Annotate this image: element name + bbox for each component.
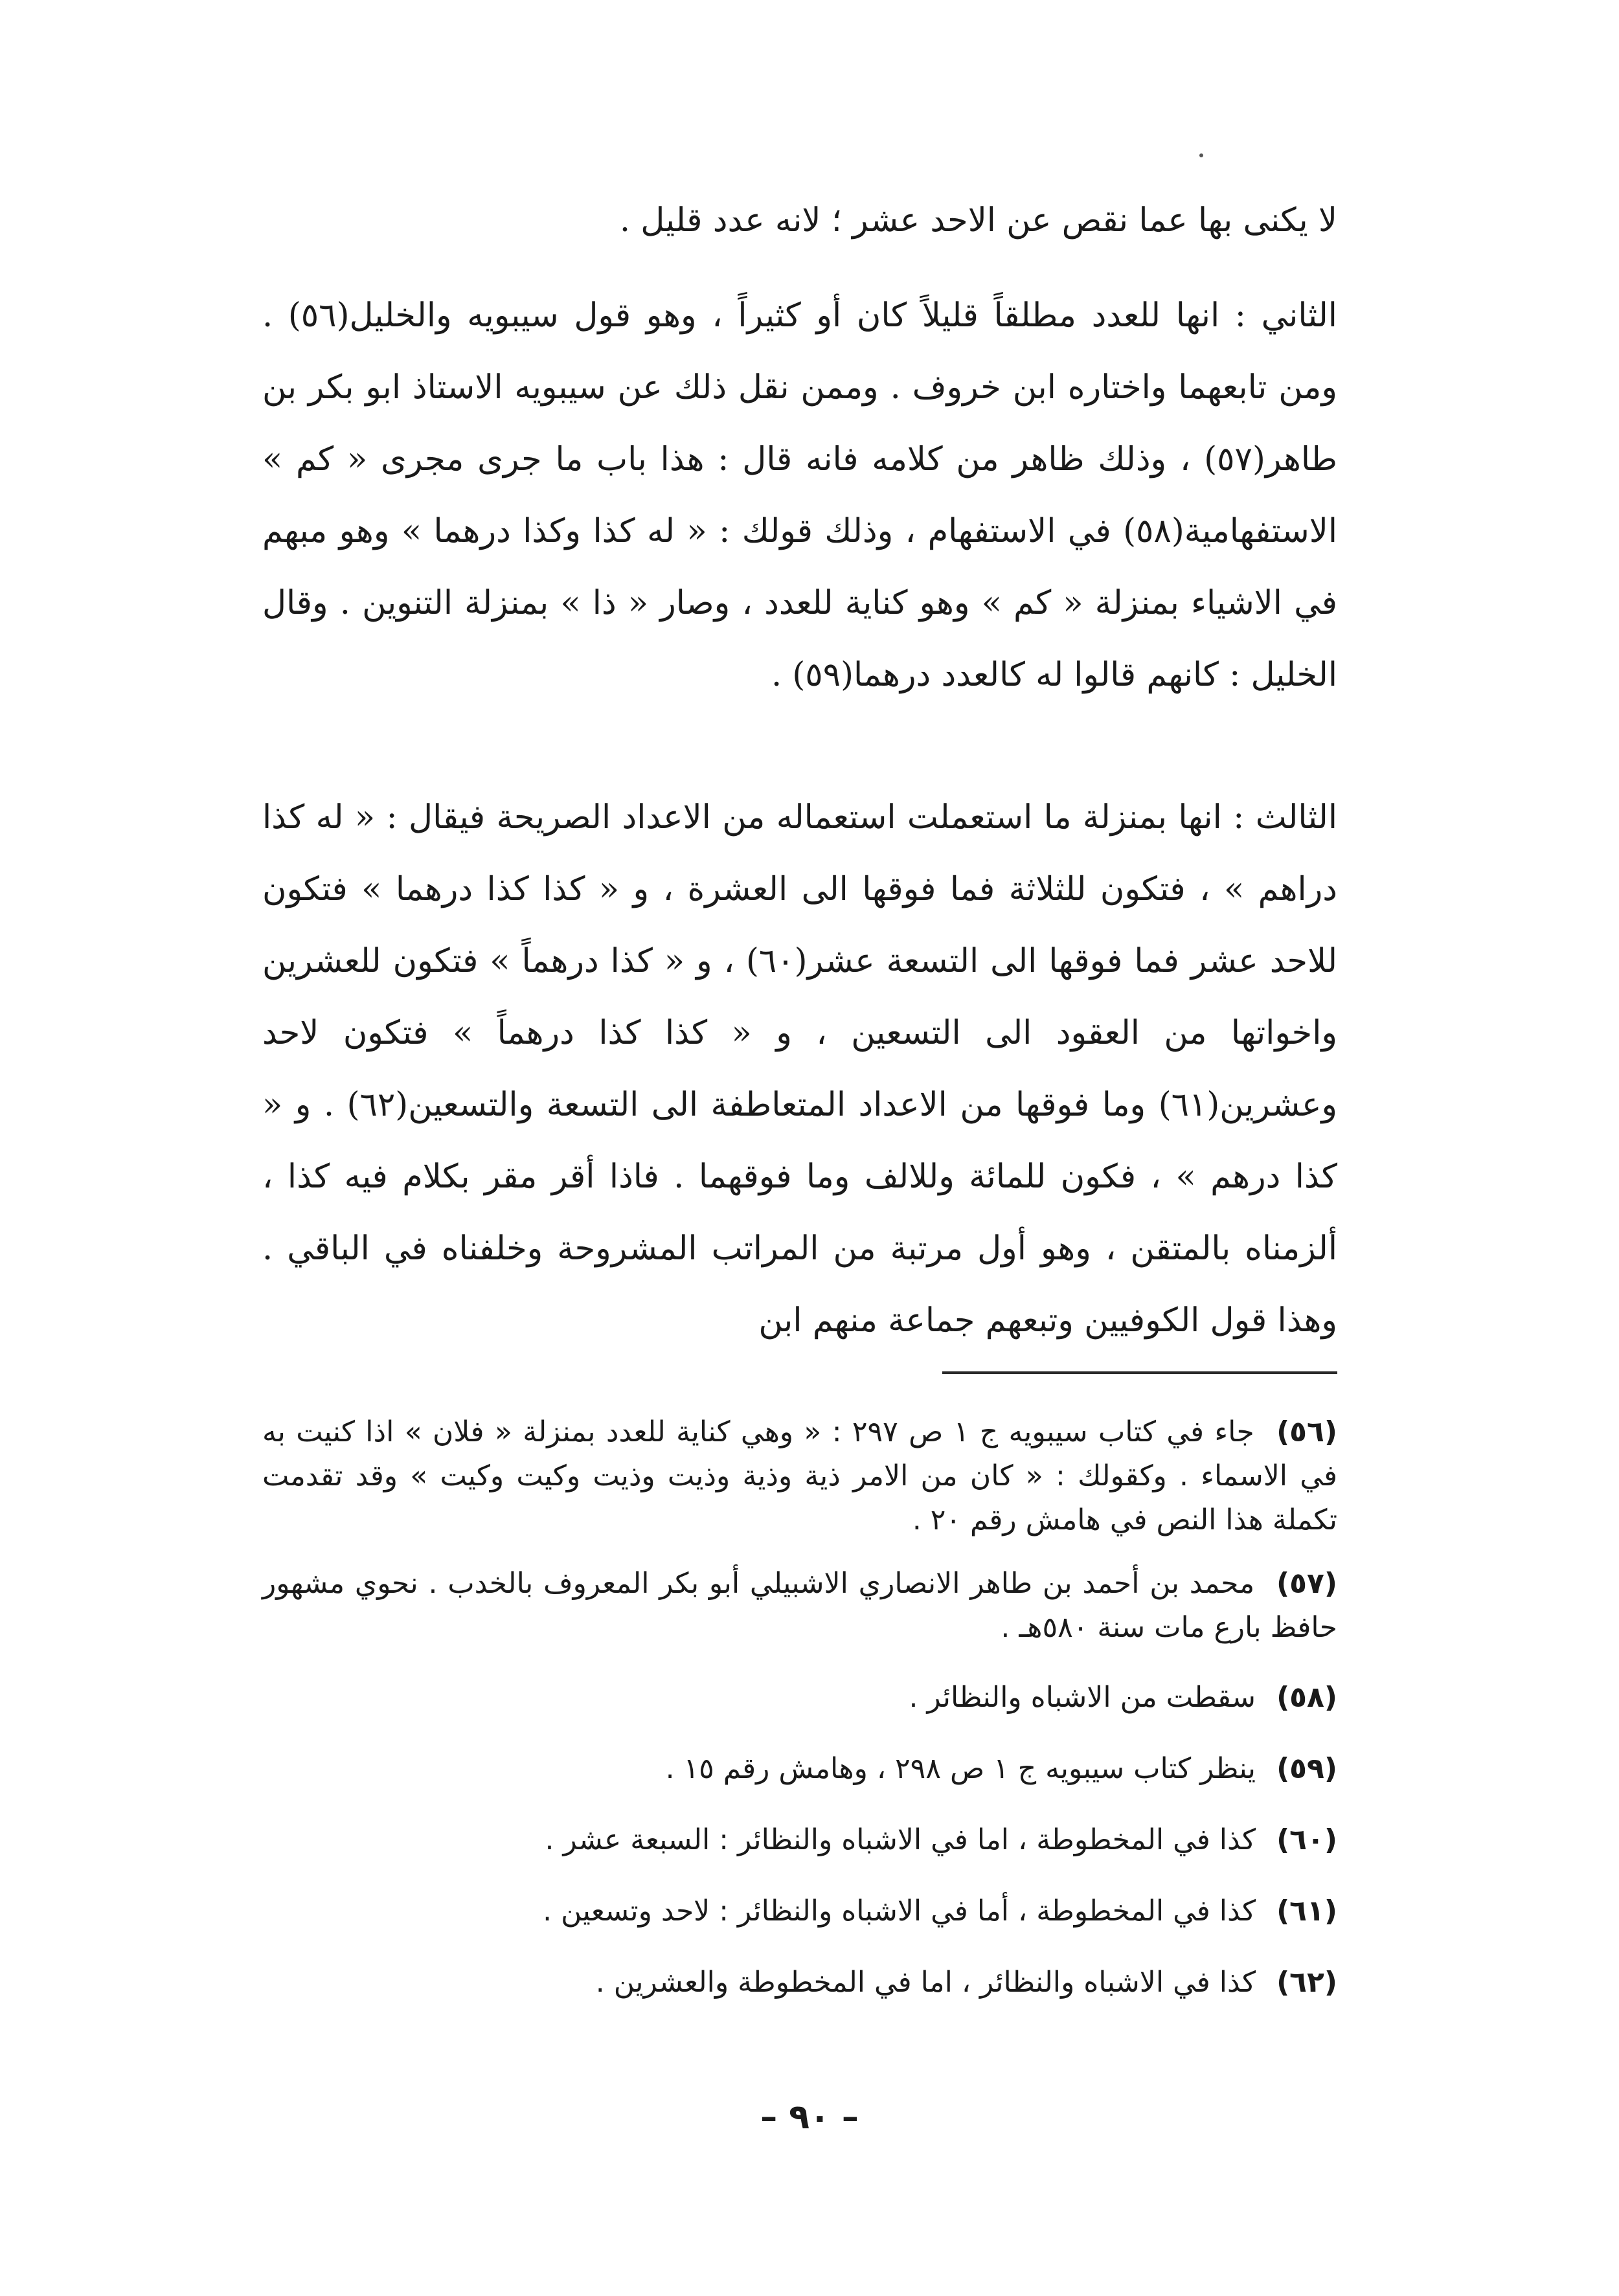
footnote-number: (٦٢) xyxy=(1276,1966,1337,1999)
footnote-text: كذا في الاشباه والنظائر ، اما في المخطوطة والعشرين . xyxy=(595,1966,1256,1999)
footnote-number: (٦١) xyxy=(1276,1895,1337,1928)
footnote-number: (٥٩) xyxy=(1276,1752,1337,1785)
scan-speck xyxy=(1199,153,1203,157)
footnote-number: (٥٨) xyxy=(1276,1681,1337,1714)
footnote-number: (٥٦) xyxy=(1276,1415,1337,1448)
footnote-number: (٦٠) xyxy=(1276,1823,1337,1856)
footnote-62 xyxy=(262,1954,1337,2011)
paragraph-intro: لا يكنى بها عما نقص عن الاحد عشر ؛ لانه عدد قليل . xyxy=(619,201,1337,240)
footnote-60 xyxy=(262,1812,1337,1869)
footnote-text: سقطت من الاشباه والنظائر . xyxy=(909,1681,1256,1714)
footnote-text: كذا في المخطوطة ، اما في الاشباه والنظائر : السبعة عشر . xyxy=(545,1823,1256,1856)
footnote-58 xyxy=(262,1669,1337,1726)
footnote-59 xyxy=(262,1740,1337,1797)
page-number: – ٩٠ – xyxy=(760,2098,859,2137)
footnote-57 xyxy=(262,1562,1337,1650)
footnote-number: (٥٧) xyxy=(1276,1567,1337,1600)
footnote-text: كذا في المخطوطة ، أما في الاشباه والنظائر : لاحد وتسعين . xyxy=(543,1895,1256,1928)
footnote-text: ينظر كتاب سيبويه ج ١ ص ٢٩٨ ، وهامش رقم ١٥ . xyxy=(665,1752,1256,1785)
footnote-text: جاء في كتاب سيبويه ج ١ ص ٢٩٧ : « وهي كناية للعدد بمنزلة « فلان » اذا كنيت به في الاسماء . وكقولك : « كان من الامر ذية وذية وذيت وذيت وكيت وكيت » وقد تقدمت تكملة هذا النص في هامش رقم ٢٠ . xyxy=(262,1415,1337,1536)
paragraph-second-opinion: الثاني : انها للعدد مطلقاً قليلاً كان أو كثيراً ، وهو قول سيبويه والخليل(٥٦) . ومن تابعهما واختاره ابن خروف . وممن نقل ذلك عن سيبويه الاستاذ ابو بكر بن طاهر(٥٧) ، وذلك ظاهر من كلامه فانه قال : هذا باب ما جرى مجرى « كم » الاستفهامية(٥٨) في الاستفهام ، وذلك قولك : « له كذا وكذا درهما » وهو مبهم في الاشياء بمنزلة « كم » وهو كناية للعدد ، وصار « ذا » بمنزلة التنوين . وقال الخليل : كانهم قالوا له كالعدد درهما(٥٩) . xyxy=(262,297,1337,694)
paragraph-third-opinion: الثالث : انها بمنزلة ما استعملت استعماله من الاعداد الصريحة فيقال : « له كذا دراهم » ، فتكون للثلاثة فما فوقها الى العشرة ، و « كذا كذا درهما » فتكون للاحد عشر فما فوقها الى التسعة عشر(٦٠) ، و « كذا درهماً » فتكون للعشرين واخواتها من العقود الى التسعين ، و « كذا كذا درهماً » فتكون لاحد وعشرين(٦١) وما فوقها من الاعداد المتعاطفة الى التسعة والتسعين(٦٢) . و « كذا درهم » ، فكون للمائة وللالف وما فوقهما . فاذا أقر مقر بكلام فيه كذا ، ألزمناه بالمتقن ، وهو أول مرتبة من المراتب المشروحة وخلفناه في الباقي . وهذا قول الكوفيين وتبعهم جماعة منهم ابن xyxy=(262,798,1338,1340)
footnote-separator xyxy=(942,1371,1337,1374)
footnote-61 xyxy=(262,1883,1337,1940)
footnotes-section xyxy=(262,1410,1337,2025)
footnote-56 xyxy=(262,1410,1337,1542)
footnote-text: محمد بن أحمد بن طاهر الانصاري الاشبيلي أبو بكر المعروف بالخدب . نحوي مشهور حافظ بارع مات سنة ٥٨٠هـ . xyxy=(262,1567,1337,1644)
